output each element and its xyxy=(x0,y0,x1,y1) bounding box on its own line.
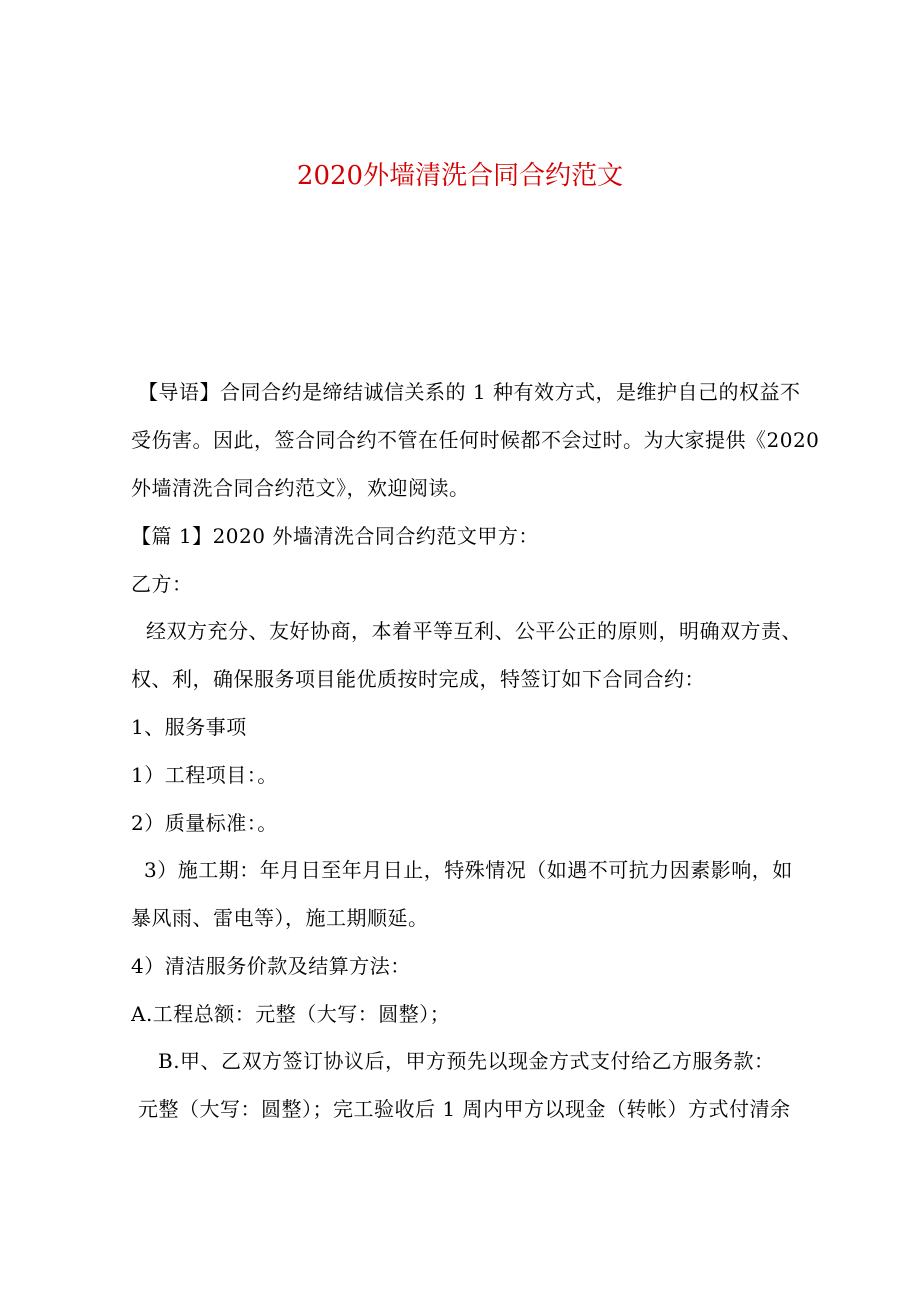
paragraph-line: B.甲、乙双方签订协议后，甲方预先以现金方式支付给乙方服务款： xyxy=(158,1049,775,1073)
paragraph-line: 3）施工期：年月日至年月日止，特殊情况（如遇不可抗力因素影响，如 xyxy=(144,858,793,882)
paragraph-line: 元整（大写：圆整）；完工验收后 1 周内甲方以现金（转帐）方式付清余 xyxy=(138,1097,791,1121)
document-title: 2020外墙清洗合同合约范文 xyxy=(296,161,624,191)
paragraph-line: 1）工程项目：。 xyxy=(131,763,278,787)
paragraph-line: 4）清洁服务价款及结算方法： xyxy=(131,954,411,978)
paragraph-line: A.工程总额：元整（大写：圆整）； xyxy=(131,1002,451,1026)
paragraph-line: 受伤害。因此，签合同合约不管在任何时候都不会过时。为大家提供《2020 xyxy=(131,428,820,452)
paragraph-line: 乙方： xyxy=(131,572,193,596)
paragraph-line: 2）质量标准：。 xyxy=(131,811,278,835)
paragraph-line: 外墙清洗合同合约范文》，欢迎阅读。 xyxy=(131,476,470,500)
paragraph-line: 【篇 1】2020 外墙清洗合同合约范文甲方： xyxy=(131,524,539,548)
paragraph-line: 权、利，确保服务项目能优质按时完成，特签订如下合同合约： xyxy=(131,667,705,691)
paragraph-line: 【导语】合同合约是缔结诚信关系的 1 种有效方式，是维护自己的权益不 xyxy=(138,380,801,404)
paragraph-line: 1、服务事项 xyxy=(131,715,247,739)
paragraph-line: 暴风雨、雷电等），施工期顺延。 xyxy=(131,906,429,930)
paragraph-line: 经双方充分、友好协商，本着平等互利、公平公正的原则，明确双方责、 xyxy=(146,619,802,643)
